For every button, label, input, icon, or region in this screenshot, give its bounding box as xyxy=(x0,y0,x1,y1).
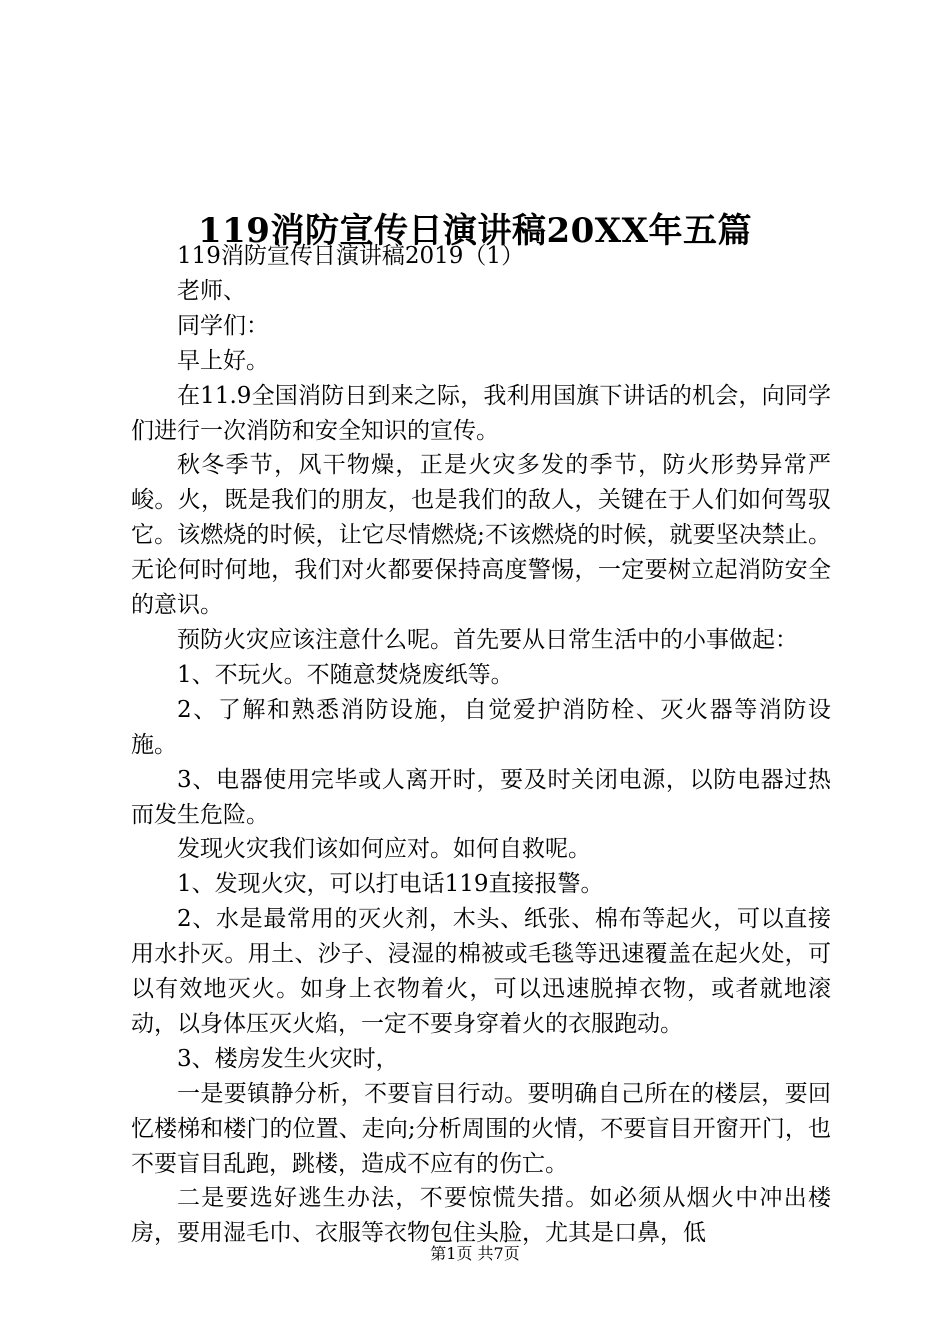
paragraph: 早上好。 xyxy=(177,347,269,374)
paragraph: 二是要选好逃生办法，不要惊慌失措。如必须从烟火中冲出楼房，要用湿毛巾、衣服等衣物包住头脸，尤其是口鼻，低 xyxy=(131,1185,831,1247)
paragraph: 老师、 xyxy=(177,277,246,304)
paragraph: 2、了解和熟悉消防设施，自觉爱护消防栓、灭火器等消防设施。 xyxy=(131,696,831,758)
paragraph: 预防火灾应该注意什么呢。首先要从日常生活中的小事做起： xyxy=(177,626,798,653)
paragraph: 一是要镇静分析，不要盲目行动。要明确自己所在的楼层，要回忆楼梯和楼门的位置、走向;分析周围的火情，不要盲目开窗开门，也不要盲目乱跑，跳楼，造成不应有的伤亡。 xyxy=(131,1080,831,1177)
paragraph: 1、发现火灾，可以打电话119直接报警。 xyxy=(177,871,604,898)
paragraph: 1、不玩火。不随意焚烧废纸等。 xyxy=(177,661,514,688)
paragraph: 2、水是最常用的灭火剂，木头、纸张、棉布等起火，可以直接用水扑灭。用土、沙子、浸湿的棉被或毛毯等迅速覆盖在起火处，可以有效地灭火。如身上衣物着火，可以迅速脱掉衣物，或者就地滚动，以身体压灭火焰，一定不要身穿着火的衣服跑动。 xyxy=(131,906,831,1037)
document-body xyxy=(131,239,831,1251)
page-footer: 第1页 共7页 xyxy=(430,1244,520,1263)
paragraph: 秋冬季节，风干物燥，正是火灾多发的季节，防火形势异常严峻。火，既是我们的朋友，也是我们的敌人，关键在于人们如何驾驭它。该燃烧的时候，让它尽情燃烧;不该燃烧的时候，就要坚决禁止。无论何时何地，我们对火都要保持高度警惕，一定要树立起消防安全的意识。 xyxy=(131,452,831,619)
paragraph: 同学们： xyxy=(177,312,269,339)
paragraph: 3、电器使用完毕或人离开时，要及时关闭电源，以防电器过热而发生危险。 xyxy=(131,766,831,828)
paragraph: 3、楼房发生火灾时， xyxy=(177,1045,399,1072)
paragraph: 在11.9全国消防日到来之际，我利用国旗下讲话的机会，向同学们进行一次消防和安全知识的宣传。 xyxy=(131,382,831,444)
paragraph: 发现火灾我们该如何应对。如何自救呢。 xyxy=(177,836,591,863)
page-title: 119消防宣传日演讲稿20XX年五篇 xyxy=(197,210,753,251)
paragraph: 119消防宣传日演讲稿2019（1） xyxy=(177,243,525,269)
